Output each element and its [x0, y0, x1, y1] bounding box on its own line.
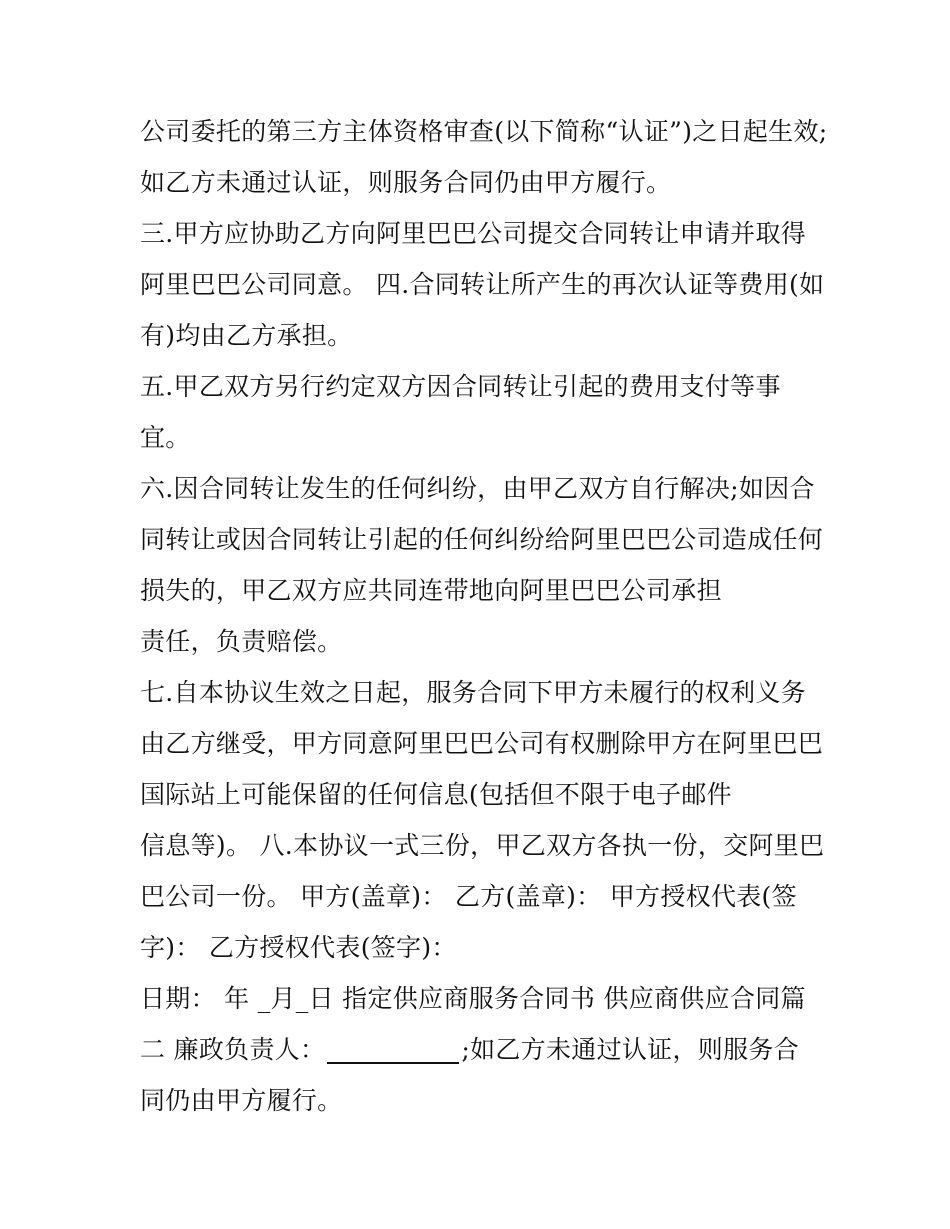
text-line: 损失的，甲乙双方应共同连带地向阿里巴巴公司承担 [140, 576, 722, 605]
text-line: 宜。 [140, 423, 191, 452]
text-line: 由乙方继受，甲方同意阿里巴巴公司有权删除甲方在阿里巴巴 [140, 729, 824, 758]
text-line: 同转让或因合同转让引起的任何纠纷给阿里巴巴公司造成任何 [140, 525, 824, 554]
text-line: 字)： 乙方授权代表(签字)： [140, 933, 457, 962]
text-line: 阿里巴巴公司同意。 四.合同转让所产生的再次认证等费用(如 [140, 270, 825, 299]
text-line: 同仍由甲方履行。 [140, 1086, 343, 1115]
text-line: 日期： 年 _月_日 指定供应商服务合同书 供应商供应合同篇 [140, 984, 806, 1013]
text-line: 巴公司一份。 甲方(盖章)： 乙方(盖章)： 甲方授权代表(签 [140, 882, 797, 911]
text-line: 责任，负责赔偿。 [140, 627, 343, 656]
text-line: 三.甲方应协助乙方向阿里巴巴公司提交合同转让申请并取得 [140, 219, 807, 248]
text-line: 信息等)。 八.本协议一式三份，甲乙双方各执一份，交阿里巴 [140, 831, 825, 860]
text-line: 六.因合同转让发生的任何纠纷，由甲乙双方自行解决;如因合 [140, 474, 815, 503]
text-line: 公司委托的第三方主体资格审查(以下简称“认证”)之日起生效; [140, 117, 828, 146]
text-line: 七.自本协议生效之日起，服务合同下甲方未履行的权利义务 [140, 678, 807, 707]
text-line: 五.甲乙双方另行约定双方因合同转让引起的费用支付等事 [140, 372, 781, 401]
responsible-person-label: 二 廉政负责人： [140, 1035, 326, 1064]
text-line: 有)均由乙方承担。 [140, 321, 353, 350]
text-after-blank: ;如乙方未通过认证，则服务合 [461, 1035, 799, 1064]
text-line-with-blank [140, 1024, 830, 1075]
document-body [140, 106, 830, 1126]
signature-blank [327, 1062, 459, 1064]
text-line: 如乙方未通过认证，则服务合同仍由甲方履行。 [140, 168, 672, 197]
text-line: 国际站上可能保留的任何信息(包括但不限于电子邮件 [140, 780, 732, 809]
